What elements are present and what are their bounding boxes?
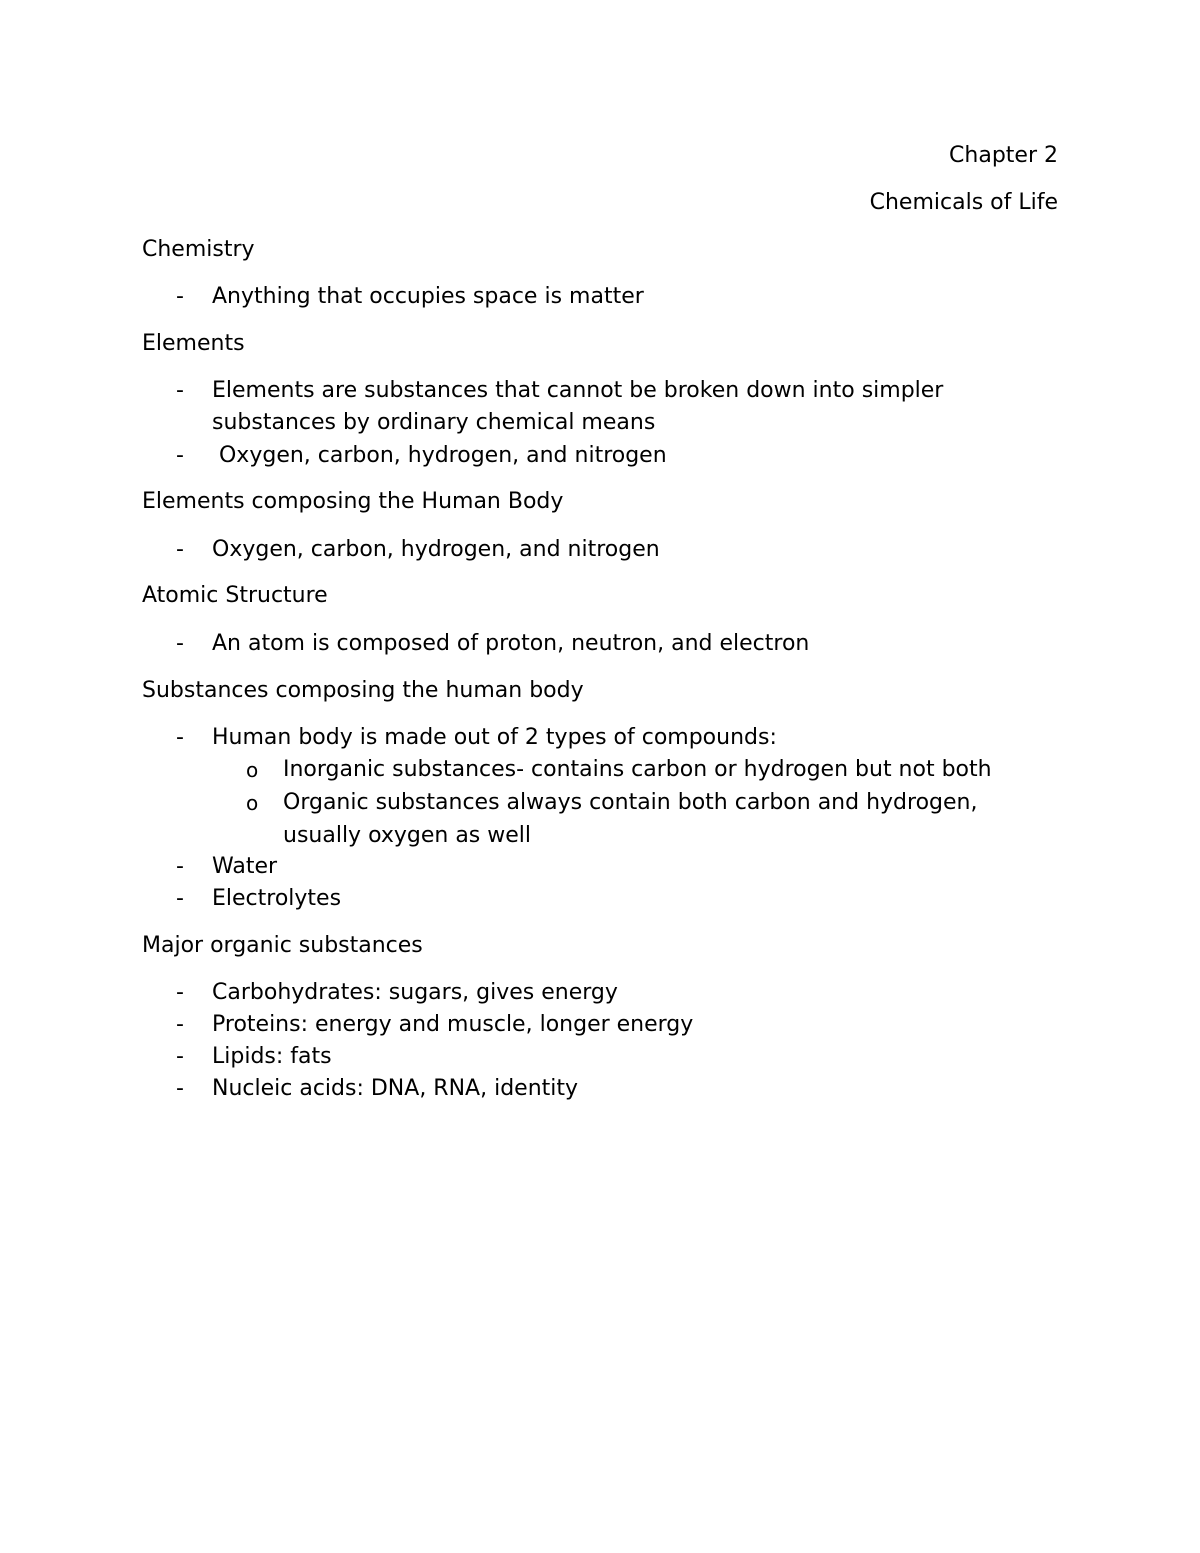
dash-bullet: - (176, 1044, 184, 1069)
chapter-title: Chemicals of Life (869, 190, 1058, 215)
chapter-label: Chapter 2 (949, 143, 1058, 168)
sub-list-item-continuation: usually oxygen as well (283, 823, 532, 848)
list-item-text: Nucleic acids: DNA, RNA, identity (212, 1076, 579, 1101)
circle-bullet: o (246, 758, 259, 782)
list-item-text: Oxygen, carbon, hydrogen, and nitrogen (212, 443, 667, 468)
list-item-text: Anything that occupies space is matter (212, 284, 644, 309)
dash-bullet: - (176, 725, 184, 750)
dash-bullet: - (176, 537, 184, 562)
section-heading-chemistry: Chemistry (142, 237, 255, 262)
dash-bullet: - (176, 854, 184, 879)
section-heading-elements: Elements (142, 331, 245, 356)
section-heading-atomic-structure: Atomic Structure (142, 583, 328, 608)
dash-bullet: - (176, 1076, 184, 1101)
list-item-text: Water (212, 854, 278, 879)
section-heading-substances: Substances composing the human body (142, 678, 584, 703)
dash-bullet: - (176, 1012, 184, 1037)
section-heading-elements-human-body: Elements composing the Human Body (142, 489, 564, 514)
dash-bullet: - (176, 631, 184, 656)
section-heading-major-organic: Major organic substances (142, 933, 423, 958)
list-item-text: Elements are substances that cannot be broken down into simpler (212, 378, 944, 403)
dash-bullet: - (176, 378, 184, 403)
sub-list-item-text: Organic substances always contain both carbon and hydrogen, (283, 790, 978, 815)
list-item-text: Lipids: fats (212, 1044, 332, 1069)
list-item-text: Human body is made out of 2 types of compounds: (212, 725, 777, 750)
dash-bullet: - (176, 886, 184, 911)
list-item-text: Carbohydrates: sugars, gives energy (212, 980, 618, 1005)
sub-list-item-text: Inorganic substances- contains carbon or hydrogen but not both (283, 757, 992, 782)
list-item-text: Proteins: energy and muscle, longer energy (212, 1012, 694, 1037)
dash-bullet: - (176, 443, 184, 468)
list-item-text: An atom is composed of proton, neutron, and electron (212, 631, 810, 656)
circle-bullet: o (246, 791, 259, 815)
dash-bullet: - (176, 980, 184, 1005)
list-item-text: Electrolytes (212, 886, 342, 911)
list-item-continuation: substances by ordinary chemical means (212, 410, 656, 435)
list-item-text: Oxygen, carbon, hydrogen, and nitrogen (212, 537, 660, 562)
dash-bullet: - (176, 284, 184, 309)
